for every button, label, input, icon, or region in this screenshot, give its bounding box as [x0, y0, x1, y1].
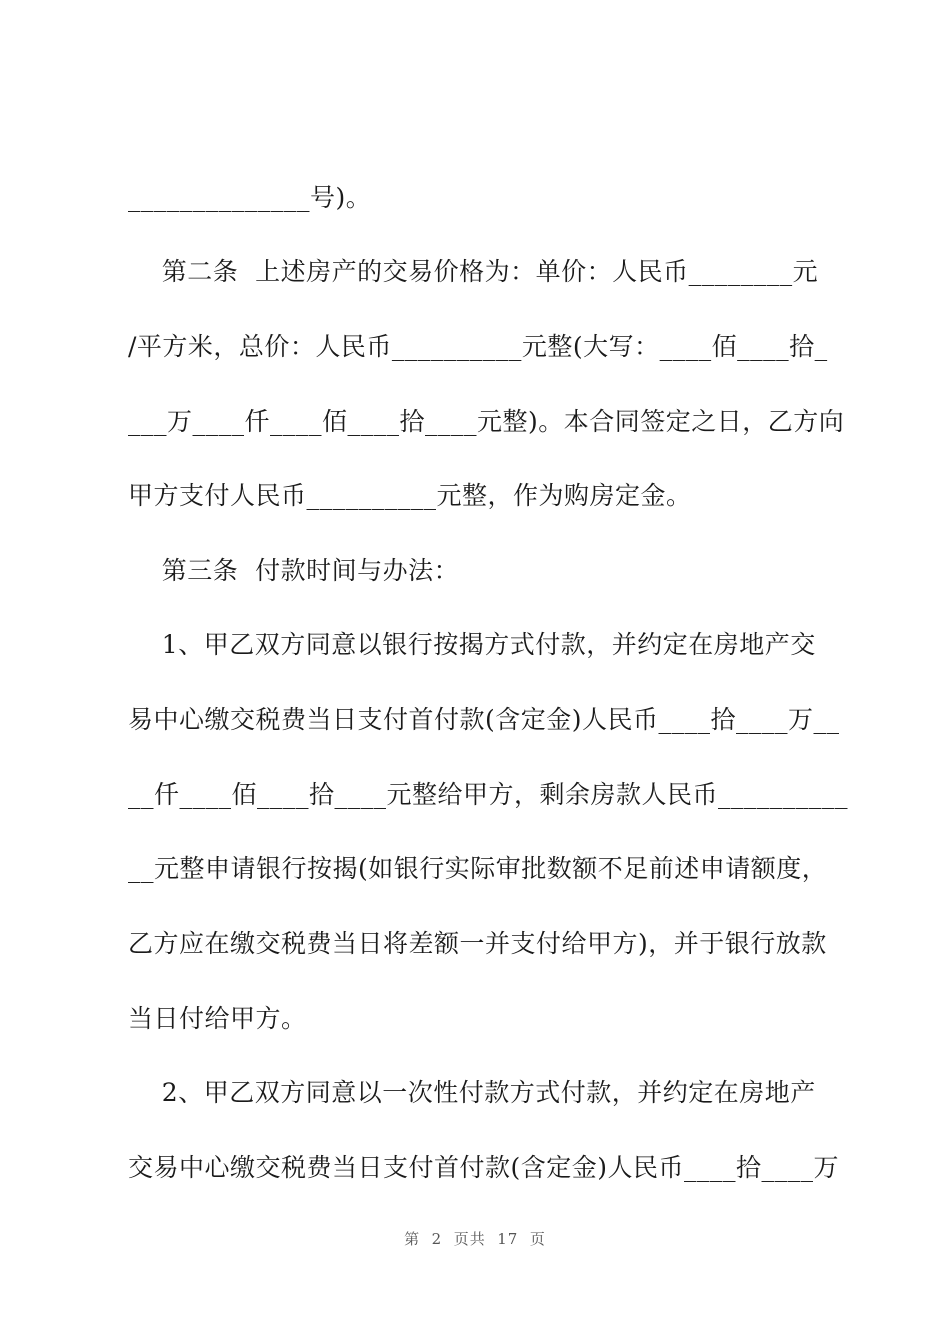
text-line: __仟____佰____拾____元整给甲方，剩余房款人民币__________ [128, 780, 849, 809]
text-line: 第三条 付款时间与办法： [128, 556, 460, 585]
text-line: 1、甲乙双方同意以银行按揭方式付款，并约定在房地产交 [128, 630, 816, 659]
page-number-footer: 第 2 页共 17 页 [404, 1230, 546, 1248]
text-line: 当日付给甲方。 [128, 1004, 307, 1033]
text-line: 乙方应在缴交税费当日将差额一并支付给甲方)，并于银行放款 [128, 929, 827, 958]
text-line: /平方米，总价：人民币__________元整(大写：____佰____拾_ [128, 332, 828, 361]
text-line: __元整申请银行按揭(如银行实际审批数额不足前述申请额度， [128, 854, 828, 883]
text-line: 2、甲乙双方同意以一次性付款方式付款，并约定在房地产 [128, 1078, 816, 1107]
text-line: 甲方支付人民币__________元整，作为购房定金。 [128, 481, 692, 510]
text-line: ___万____仟____佰____拾____元整)。本合同签定之日，乙方向 [128, 407, 845, 436]
text-line: ______________号)。 [128, 183, 372, 212]
text-line: 交易中心缴交税费当日支付首付款(含定金)人民币____拾____万 [128, 1153, 840, 1182]
text-line: 易中心缴交税费当日支付首付款(含定金)人民币____拾____万__ [128, 705, 840, 734]
text-line: 第二条 上述房产的交易价格为：单价：人民币________元 [128, 257, 819, 286]
